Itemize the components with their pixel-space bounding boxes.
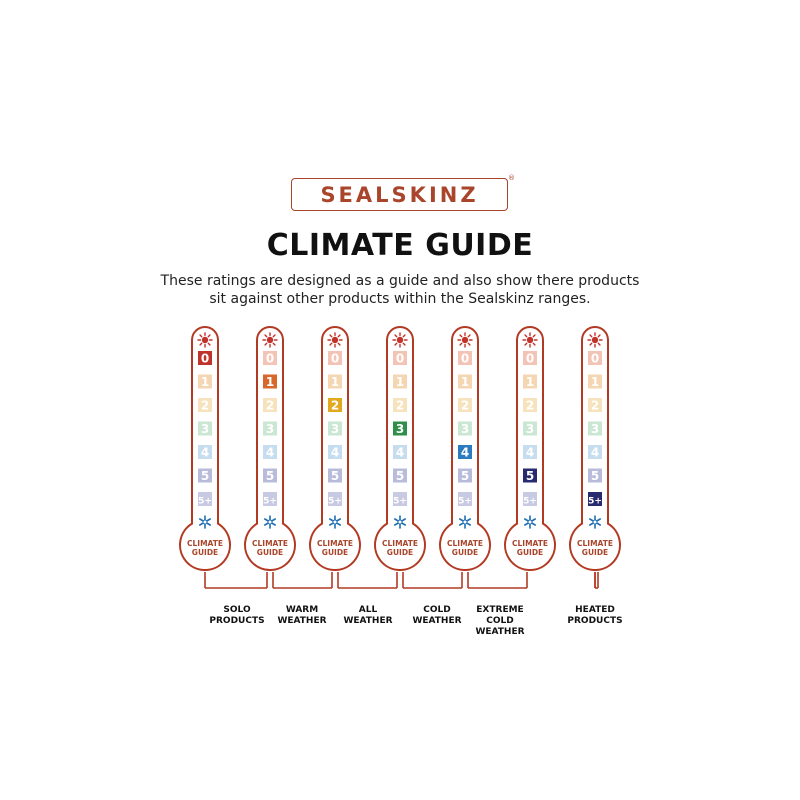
level-box — [263, 398, 277, 413]
level-box — [458, 422, 472, 437]
level-box — [198, 351, 212, 366]
level-box — [328, 398, 342, 413]
level-box — [588, 492, 602, 507]
level-box — [458, 351, 472, 366]
thermometer — [440, 327, 490, 570]
sun-icon — [328, 333, 342, 347]
level-box — [393, 422, 407, 437]
level-label: 1 — [265, 375, 275, 389]
sun-icon — [523, 333, 537, 347]
level-label: 4 — [460, 445, 470, 460]
level-label: 3 — [460, 422, 470, 436]
level-box — [263, 469, 277, 484]
level-label: 3 — [590, 422, 600, 436]
level-label: 0 — [330, 351, 340, 366]
level-box — [198, 492, 212, 507]
sun-icon — [588, 333, 602, 347]
bulb-label-line-1: CLIMATE — [317, 539, 353, 548]
bulb-label-line-2: GUIDE — [581, 548, 609, 557]
brand-name: SEALSKINZ — [320, 182, 479, 207]
level-label: 5 — [395, 469, 405, 483]
thermometer — [505, 327, 555, 570]
category-caption-line1: WARM — [285, 605, 319, 615]
level-box — [523, 469, 537, 484]
bulb-label-line-2: GUIDE — [386, 548, 414, 557]
level-label: 0 — [395, 351, 405, 366]
subtitle-line-1: These ratings are designed as a guide and also show there products — [160, 273, 640, 289]
page-title: CLIMATE GUIDE — [266, 228, 534, 263]
category-caption — [550, 605, 640, 627]
level-label: 5 — [265, 469, 275, 483]
bulb-label-line-2: GUIDE — [451, 548, 479, 557]
level-box — [263, 351, 277, 366]
level-label: 2 — [265, 398, 275, 413]
level-box — [328, 351, 342, 366]
level-label: 0 — [525, 351, 535, 366]
category-caption-line1: COLD — [423, 605, 451, 615]
category-caption-line1: EXTREME — [476, 605, 524, 615]
category-bracket — [205, 572, 267, 588]
level-box — [458, 375, 472, 390]
bulb-label-line-2: GUIDE — [516, 548, 544, 557]
level-label: 5 — [525, 469, 535, 483]
level-box — [263, 445, 277, 460]
level-label: 5+ — [263, 496, 277, 507]
level-box — [588, 445, 602, 460]
level-box — [328, 375, 342, 390]
level-box — [588, 375, 602, 390]
registered-mark: ® — [508, 174, 515, 182]
level-box — [263, 422, 277, 437]
bulb-label-line-1: CLIMATE — [512, 539, 548, 548]
level-label: 5+ — [523, 496, 537, 507]
level-label: 4 — [395, 445, 405, 460]
level-box — [588, 422, 602, 437]
level-box — [393, 351, 407, 366]
level-box — [328, 469, 342, 484]
level-label: 5 — [590, 469, 600, 483]
level-box — [523, 492, 537, 507]
bulb-label-line-1: CLIMATE — [382, 539, 418, 548]
level-box — [328, 422, 342, 437]
level-label: 2 — [395, 398, 405, 413]
level-label: 0 — [265, 351, 275, 366]
level-box — [198, 469, 212, 484]
level-box — [458, 469, 472, 484]
category-bracket — [338, 572, 397, 588]
level-label: 4 — [330, 445, 340, 460]
level-label: 0 — [590, 351, 600, 366]
level-label: 5 — [330, 469, 340, 483]
level-label: 5+ — [198, 496, 212, 507]
level-box — [263, 492, 277, 507]
level-label: 1 — [200, 375, 210, 389]
level-box — [393, 398, 407, 413]
level-box — [198, 445, 212, 460]
bulb-label-line-1: CLIMATE — [187, 539, 223, 548]
thermometer — [375, 327, 425, 570]
bulb-label-line-1: CLIMATE — [577, 539, 613, 548]
bulb-label-line-2: GUIDE — [191, 548, 219, 557]
level-box — [588, 398, 602, 413]
level-box — [458, 398, 472, 413]
category-caption-line2: PRODUCTS — [567, 616, 623, 626]
category-caption-line3: WEATHER — [475, 627, 525, 637]
category-caption-line1: ALL — [358, 605, 378, 615]
level-label: 4 — [590, 445, 600, 460]
bulb-label-line-1: CLIMATE — [447, 539, 483, 548]
level-label: 2 — [525, 398, 535, 413]
level-box — [523, 422, 537, 437]
level-label: 0 — [200, 351, 210, 366]
level-label: 4 — [265, 445, 275, 460]
level-label: 4 — [525, 445, 535, 460]
category-caption-line2: WEATHER — [412, 616, 462, 626]
category-caption-line2: WEATHER — [343, 616, 393, 626]
level-box — [198, 375, 212, 390]
level-box — [523, 398, 537, 413]
category-bracket — [468, 572, 527, 588]
level-box — [328, 492, 342, 507]
sun-icon — [458, 333, 472, 347]
thermometer — [245, 327, 295, 570]
sun-icon — [198, 333, 212, 347]
level-label: 3 — [265, 422, 275, 436]
level-label: 0 — [460, 351, 470, 366]
category-bracket — [273, 572, 332, 588]
thermometer — [310, 327, 360, 570]
level-label: 5+ — [458, 496, 472, 507]
category-caption — [455, 605, 545, 638]
bulb-label-line-1: CLIMATE — [252, 539, 288, 548]
level-label: 5 — [460, 469, 470, 483]
level-label: 4 — [200, 445, 210, 460]
level-box — [458, 492, 472, 507]
level-label: 2 — [460, 398, 470, 413]
category-caption-line2: COLD — [486, 616, 514, 626]
level-label: 3 — [395, 422, 405, 436]
level-label: 5+ — [393, 496, 407, 507]
subtitle-line-2: sit against other products within the Sealskinz ranges. — [209, 291, 591, 307]
level-label: 1 — [330, 375, 340, 389]
level-label: 1 — [525, 375, 535, 389]
level-box — [458, 445, 472, 460]
level-box — [523, 445, 537, 460]
sun-icon — [393, 333, 407, 347]
level-box — [328, 445, 342, 460]
level-box — [393, 492, 407, 507]
level-label: 5 — [200, 469, 210, 483]
level-label: 5+ — [328, 496, 342, 507]
level-label: 2 — [200, 398, 210, 413]
bulb-label-line-2: GUIDE — [256, 548, 284, 557]
category-caption-line2: WEATHER — [277, 616, 327, 626]
level-label: 3 — [525, 422, 535, 436]
level-label: 3 — [330, 422, 340, 436]
level-label: 1 — [395, 375, 405, 389]
bulb-label-line-2: GUIDE — [321, 548, 349, 557]
level-box — [523, 375, 537, 390]
level-box — [588, 351, 602, 366]
level-box — [198, 422, 212, 437]
level-box — [393, 469, 407, 484]
category-caption-line1: HEATED — [575, 605, 615, 615]
category-caption-line2: PRODUCTS — [209, 616, 265, 626]
level-box — [393, 445, 407, 460]
thermometer — [180, 327, 230, 570]
sun-icon — [263, 333, 277, 347]
level-box — [263, 375, 277, 390]
level-label: 2 — [590, 398, 600, 413]
level-label: 5+ — [588, 496, 602, 507]
level-box — [393, 375, 407, 390]
category-caption-line1: SOLO — [223, 605, 251, 615]
level-label: 1 — [590, 375, 600, 389]
thermometer — [570, 327, 620, 570]
level-box — [198, 398, 212, 413]
level-box — [588, 469, 602, 484]
level-label: 3 — [200, 422, 210, 436]
level-label: 1 — [460, 375, 470, 389]
category-bracket — [403, 572, 462, 588]
level-label: 2 — [330, 398, 340, 413]
level-box — [523, 351, 537, 366]
